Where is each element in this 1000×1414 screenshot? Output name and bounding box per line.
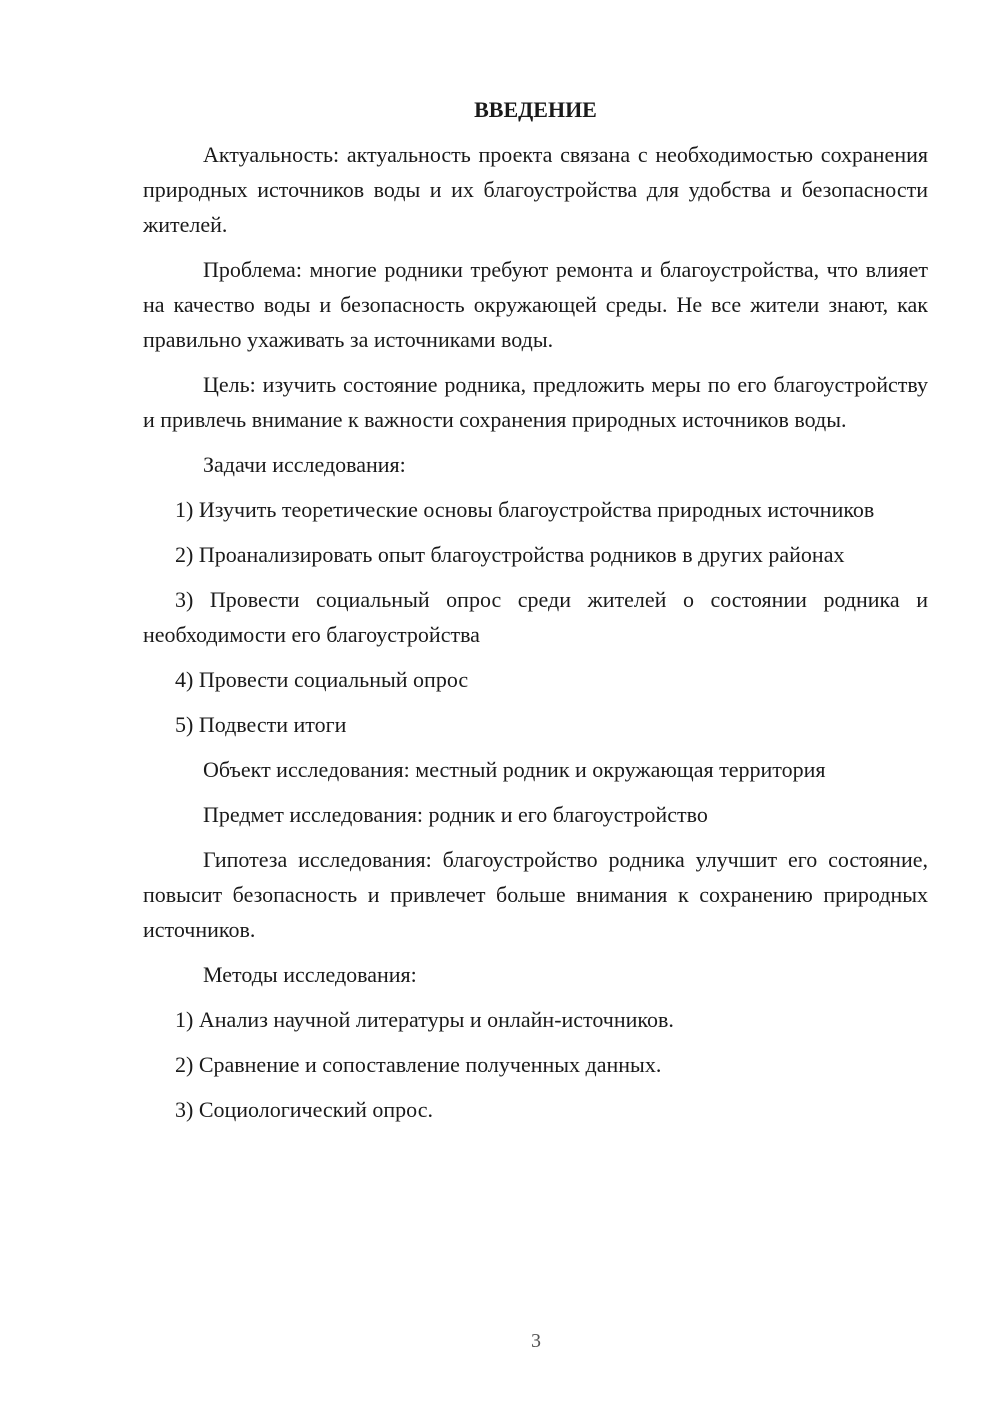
task-item-5: 5) Подвести итоги bbox=[175, 712, 347, 737]
page-body bbox=[143, 92, 928, 1137]
hypothesis-paragraph: Гипотеза исследования: благоустройство родника улучшит его состояние, повысит безопасность и привлечет больше внимания к сохранению природных источников. bbox=[143, 847, 928, 942]
page-number: 3 bbox=[531, 1330, 541, 1352]
subject-paragraph: Предмет исследования: родник и его благоустройство bbox=[203, 802, 708, 827]
object-paragraph: Объект исследования: местный родник и окружающая территория bbox=[203, 757, 826, 782]
relevance-paragraph: Актуальность: актуальность проекта связана с необходимостью сохранения природных источников воды и их благоустройства для удобства и безопасности жителей. bbox=[143, 142, 928, 237]
tasks-heading: Задачи исследования: bbox=[203, 452, 406, 477]
section-title: ВВЕДЕНИЕ bbox=[474, 97, 597, 122]
method-item-1: 1) Анализ научной литературы и онлайн-источников. bbox=[175, 1007, 674, 1032]
task-item-4: 4) Провести социальный опрос bbox=[175, 667, 469, 692]
method-item-3: 3) Социологический опрос. bbox=[175, 1097, 433, 1122]
problem-paragraph: Проблема: многие родники требуют ремонта и благоустройства, что влияет на качество воды и безопасность окружающей среды. Не все жители знают, как правильно ухаживать за источниками воды. bbox=[143, 257, 928, 352]
goal-paragraph: Цель: изучить состояние родника, предложить меры по его благоустройству и привлечь внимание к важности сохранения природных источников воды. bbox=[143, 372, 928, 432]
task-item-1: 1) Изучить теоретические основы благоустройства природных источников bbox=[175, 497, 875, 522]
method-item-2: 2) Сравнение и сопоставление полученных данных. bbox=[175, 1052, 662, 1077]
task-item-3: 3) Провести социальный опрос среди жителей о состоянии родника и необходимости его благоустройства bbox=[143, 587, 928, 647]
methods-heading: Методы исследования: bbox=[203, 962, 417, 987]
task-item-2: 2) Проанализировать опыт благоустройства родников в других районах bbox=[175, 542, 845, 567]
